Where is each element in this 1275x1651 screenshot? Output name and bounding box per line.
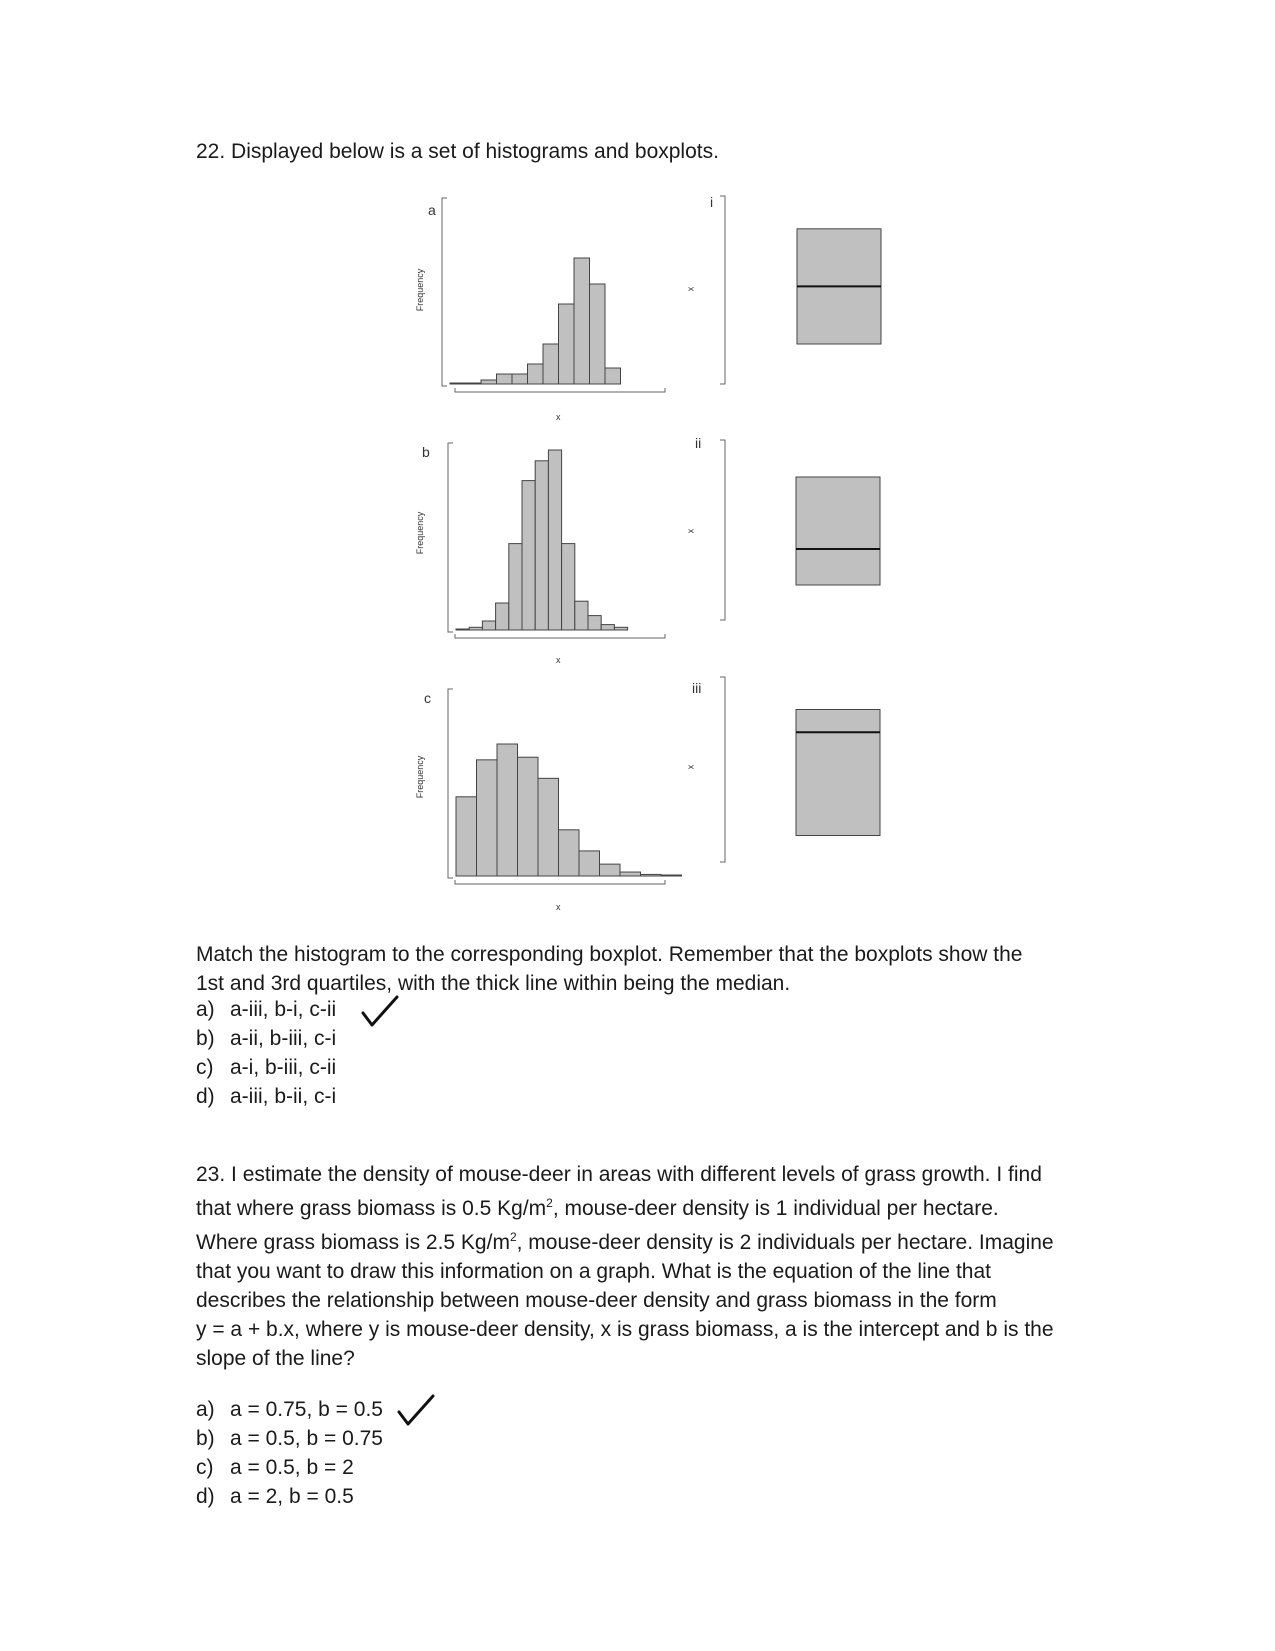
question-23-text bbox=[196, 1160, 1054, 1373]
q23-line-7: slope of the line? bbox=[196, 1347, 355, 1370]
histogram-bar-a-9 bbox=[574, 258, 590, 384]
option-letter: c) bbox=[196, 1056, 214, 1079]
option-letter: d) bbox=[196, 1485, 215, 1508]
y-axis-label-b: Frequency bbox=[415, 511, 425, 555]
panel-letter-b: b bbox=[422, 444, 430, 460]
y-axis-b bbox=[448, 443, 453, 632]
histogram-bar-b-8 bbox=[548, 450, 561, 630]
boxplot-axis-i bbox=[720, 196, 725, 384]
boxplot-box-iii bbox=[796, 710, 880, 836]
x-axis-label-c: x bbox=[556, 902, 561, 912]
histogram-bar-a-11 bbox=[605, 368, 621, 384]
option-letter: a) bbox=[196, 1398, 215, 1421]
histogram-bar-c-2 bbox=[477, 760, 498, 876]
histogram-bar-b-9 bbox=[562, 544, 575, 630]
histogram-bar-b-7 bbox=[535, 461, 548, 630]
histogram-bar-b-13 bbox=[614, 627, 627, 630]
histogram-bar-a-8 bbox=[559, 304, 575, 384]
q23-line-3: Where grass biomass is 2.5 $Kg/m^2$, mouse-deer density is 2 individuals per hectare. Imagine bbox=[196, 1230, 1054, 1254]
q23-option-d[interactable] bbox=[196, 1485, 354, 1509]
x-axis-label-b: x bbox=[556, 655, 561, 665]
boxplot-axis-label-i: x bbox=[685, 286, 696, 292]
instruction-line-1: Match the histogram to the corresponding boxplot. Remember that the boxplots show the bbox=[196, 943, 1023, 966]
question-22-instruction bbox=[196, 940, 1022, 998]
option-letter: d) bbox=[196, 1085, 215, 1108]
checkmark-icon bbox=[396, 1394, 436, 1428]
x-axis-a bbox=[455, 388, 665, 392]
option-text: a = 0.75, b = 0.5 bbox=[230, 1398, 383, 1421]
boxplot-numeral-ii: ii bbox=[695, 435, 702, 451]
q23-line-4: that you want to draw this information on a graph. What is the equation of the line that bbox=[196, 1260, 991, 1283]
histogram-bar-c-6 bbox=[559, 830, 580, 876]
boxplot-axis-ii bbox=[720, 440, 725, 620]
histogram-bar-b-5 bbox=[509, 544, 522, 630]
x-axis-label-a: x bbox=[556, 412, 561, 422]
option-letter: b) bbox=[196, 1027, 215, 1050]
q22-option-b[interactable] bbox=[196, 1027, 336, 1051]
histogram-bar-a-7 bbox=[543, 344, 559, 384]
option-text: a-ii, b-iii, c-i bbox=[230, 1027, 337, 1050]
option-text: a-iii, b-i, c-ii bbox=[230, 998, 337, 1021]
histogram-bar-a-2 bbox=[466, 383, 482, 384]
histogram-bar-c-9 bbox=[620, 872, 641, 876]
y-axis-c bbox=[448, 689, 453, 878]
option-text: a-i, b-iii, c-ii bbox=[230, 1056, 337, 1079]
q23-option-b[interactable] bbox=[196, 1427, 383, 1451]
option-letter: b) bbox=[196, 1427, 215, 1450]
histogram-bar-b-10 bbox=[575, 601, 588, 630]
q23-option-c[interactable] bbox=[196, 1456, 354, 1480]
q22-option-a[interactable] bbox=[196, 998, 336, 1022]
histogram-bar-c-10 bbox=[641, 874, 662, 876]
panel-letter-c: c bbox=[424, 690, 431, 706]
q23-line-6: y = a + b.x, where y is mouse-deer density, x is grass biomass, a is the intercept and b is the bbox=[196, 1318, 1054, 1341]
boxplot-axis-label-ii: x bbox=[685, 528, 696, 534]
x-axis-c bbox=[455, 880, 665, 884]
option-text: a = 2, b = 0.5 bbox=[230, 1485, 354, 1508]
histogram-bar-c-3 bbox=[497, 744, 518, 876]
histogram-bar-b-12 bbox=[601, 625, 614, 630]
question-22-title: 22. Displayed below is a set of histograms and boxplots. bbox=[196, 140, 719, 163]
q23-line-5: describes the relationship between mouse-deer density and grass biomass in the form bbox=[196, 1289, 997, 1312]
histogram-bar-b-2 bbox=[469, 627, 482, 630]
option-text: a = 0.5, b = 0.75 bbox=[230, 1427, 383, 1450]
panel-letter-a: a bbox=[428, 202, 436, 218]
option-text: a = 0.5, b = 2 bbox=[230, 1456, 354, 1479]
boxplot-numeral-i: i bbox=[710, 194, 714, 210]
histogram-bar-b-4 bbox=[496, 603, 509, 630]
x-axis-b bbox=[455, 634, 665, 638]
histogram-bar-c-11 bbox=[661, 875, 682, 876]
histogram-bar-b-3 bbox=[482, 621, 495, 630]
instruction-line-2: 1st and 3rd quartiles, with the thick line within being the median. bbox=[196, 972, 791, 995]
histogram-bar-c-8 bbox=[600, 864, 621, 876]
histogram-bar-a-4 bbox=[497, 374, 513, 384]
boxplot-axis-iii bbox=[720, 677, 725, 862]
checkmark-icon bbox=[360, 995, 400, 1029]
histogram-bar-c-1 bbox=[456, 797, 477, 876]
boxplot-axis-label-iii: x bbox=[685, 764, 696, 770]
boxplot-numeral-iii: iii bbox=[692, 680, 702, 696]
q23-line-1: 23. I estimate the density of mouse-deer in areas with different levels of grass growth. I find bbox=[196, 1163, 1042, 1186]
option-letter: c) bbox=[196, 1456, 214, 1479]
boxplot-box-ii bbox=[796, 477, 880, 585]
histogram-bar-a-3 bbox=[481, 380, 497, 384]
histogram-bar-c-4 bbox=[518, 757, 539, 876]
histogram-bar-b-1 bbox=[456, 629, 469, 630]
histogram-bar-c-5 bbox=[538, 778, 559, 876]
histogram-bar-a-10 bbox=[590, 284, 606, 384]
q23-line-2: that where grass biomass is 0.5 $Kg/m^2$, mouse-deer density is 1 individual per hectare. bbox=[196, 1196, 999, 1220]
q22-option-d[interactable] bbox=[196, 1085, 336, 1109]
histogram-bar-a-1 bbox=[450, 383, 466, 384]
y-axis-a bbox=[442, 198, 447, 386]
histogram-bar-a-5 bbox=[512, 374, 528, 384]
y-axis-label-c: Frequency bbox=[415, 755, 425, 799]
q22-option-c[interactable] bbox=[196, 1056, 336, 1080]
histogram-bar-c-7 bbox=[579, 851, 600, 876]
y-axis-label-a: Frequency bbox=[415, 268, 425, 312]
histogram-bar-a-6 bbox=[528, 364, 544, 384]
option-text: a-iii, b-ii, c-i bbox=[230, 1085, 337, 1108]
histogram-bar-b-11 bbox=[588, 616, 601, 630]
option-letter: a) bbox=[196, 998, 215, 1021]
q23-option-a[interactable] bbox=[196, 1398, 383, 1422]
histogram-bar-b-6 bbox=[522, 481, 535, 630]
